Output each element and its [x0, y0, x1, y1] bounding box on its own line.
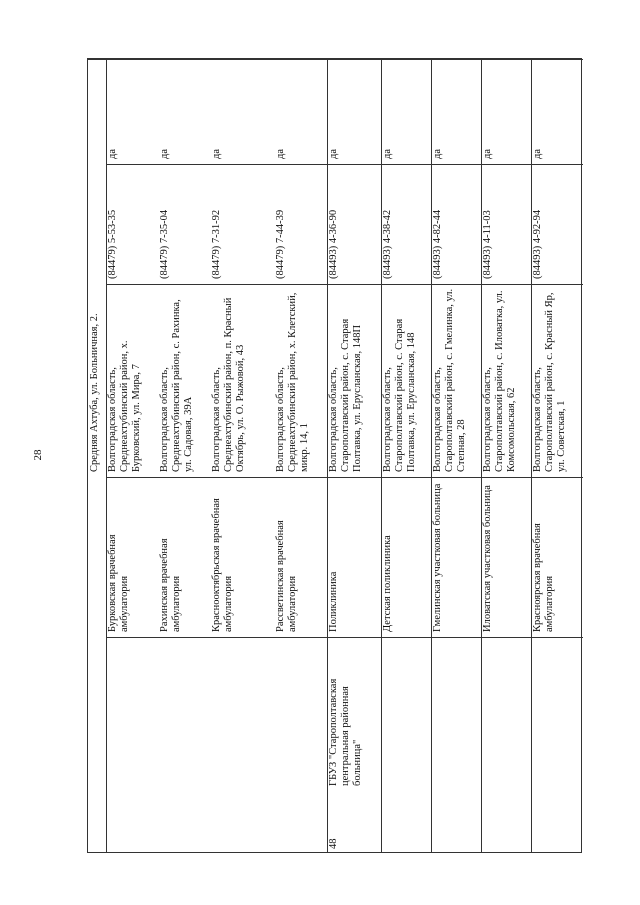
cell-address: Волгоградская область, Старополтавский район, с. Старая Полтавка, ул. Ерусланская, 148П	[328, 318, 363, 472]
cell-phone: (84479) 5-53-35	[107, 209, 118, 279]
cell-flag: да	[432, 148, 443, 159]
cell-flag: да	[532, 148, 543, 159]
cell-name: Поликлиника	[328, 571, 339, 632]
cell-phone: (84493) 4-36-90	[328, 209, 339, 279]
cell-name: Краснооктябрьская врачебная амбулатория	[211, 498, 234, 632]
cell-address: Волгоградская область, Среднеахтубинский район, п. Красный Октябрь, ул. О. Рыжовой, 43	[211, 297, 246, 472]
page-number: 28	[32, 449, 44, 461]
cell-flag: да	[275, 148, 286, 159]
cell-flag: да	[382, 148, 393, 159]
cell-phone: (84493) 4-11-03	[482, 210, 493, 279]
cell-name: Бурковская врачебная амбулатория	[107, 534, 130, 632]
cell-address: Волгоградская область, Старополтавский район, с. Старая Полтавка, ул. Ерусланская, 148	[382, 318, 417, 472]
cell-flag: да	[107, 148, 118, 159]
cell-address: Волгоградская область, Старополтавский район, с. Красный Яр, ул. Советская, 1	[532, 292, 567, 472]
cell-address: Волгоградская область, Старополтавский район, с. Иловатка, ул. Комсомольская, 62	[482, 290, 517, 472]
cell-name: Рассветинская врачебная амбулатория	[275, 520, 298, 632]
col-separator	[106, 637, 327, 638]
cell-phone: (84479) 7-31-92	[211, 209, 222, 279]
cell-address: Волгоградская область, Среднеахтубинский район, х. Бурковский, ул. Мира, 7	[107, 340, 142, 472]
cell-flag: да	[159, 148, 170, 159]
header-address-cell: Средняя Ахтуба, ул. Больничная, 2.	[89, 313, 100, 472]
cell-phone: (84479) 7-35-04	[159, 209, 170, 279]
cell-address: Волгоградская область, Среднеахтубинский район, с. Рахинка, ул. Садовая, 39А	[159, 299, 194, 472]
cell-phone: (84493) 4-92-94	[532, 209, 543, 279]
cell-flag: да	[211, 148, 222, 159]
cell-name: Гмелинская участковая больница	[432, 483, 443, 632]
cell-flag: да	[482, 148, 493, 159]
cell-number: 48	[328, 838, 339, 849]
cell-phone: (84493) 4-82-44	[432, 209, 443, 279]
cell-phone: (84479) 7-44-39	[275, 209, 286, 279]
cell-name: Иловатская участковая больница	[482, 485, 493, 632]
cell-address: Волгоградская область, Старополтавский район, с. Гмелинка, ул. Степная, 28	[432, 288, 467, 472]
cell-name: Красноярская врачебная амбулатория	[532, 523, 555, 632]
cell-name: Рахинская врачебная амбулатория	[159, 538, 182, 632]
cell-organization: ГБУЗ "Старополтавская центральная районная больница"	[328, 678, 363, 786]
cell-address: Волгоградская область, Среднеахтубинский район, х. Клетский, микр. 14, 1	[275, 292, 310, 472]
cell-name: Детская поликлиника	[382, 535, 393, 632]
cell-phone: (84493) 4-38-42	[382, 209, 393, 279]
cell-flag: да	[328, 148, 339, 159]
